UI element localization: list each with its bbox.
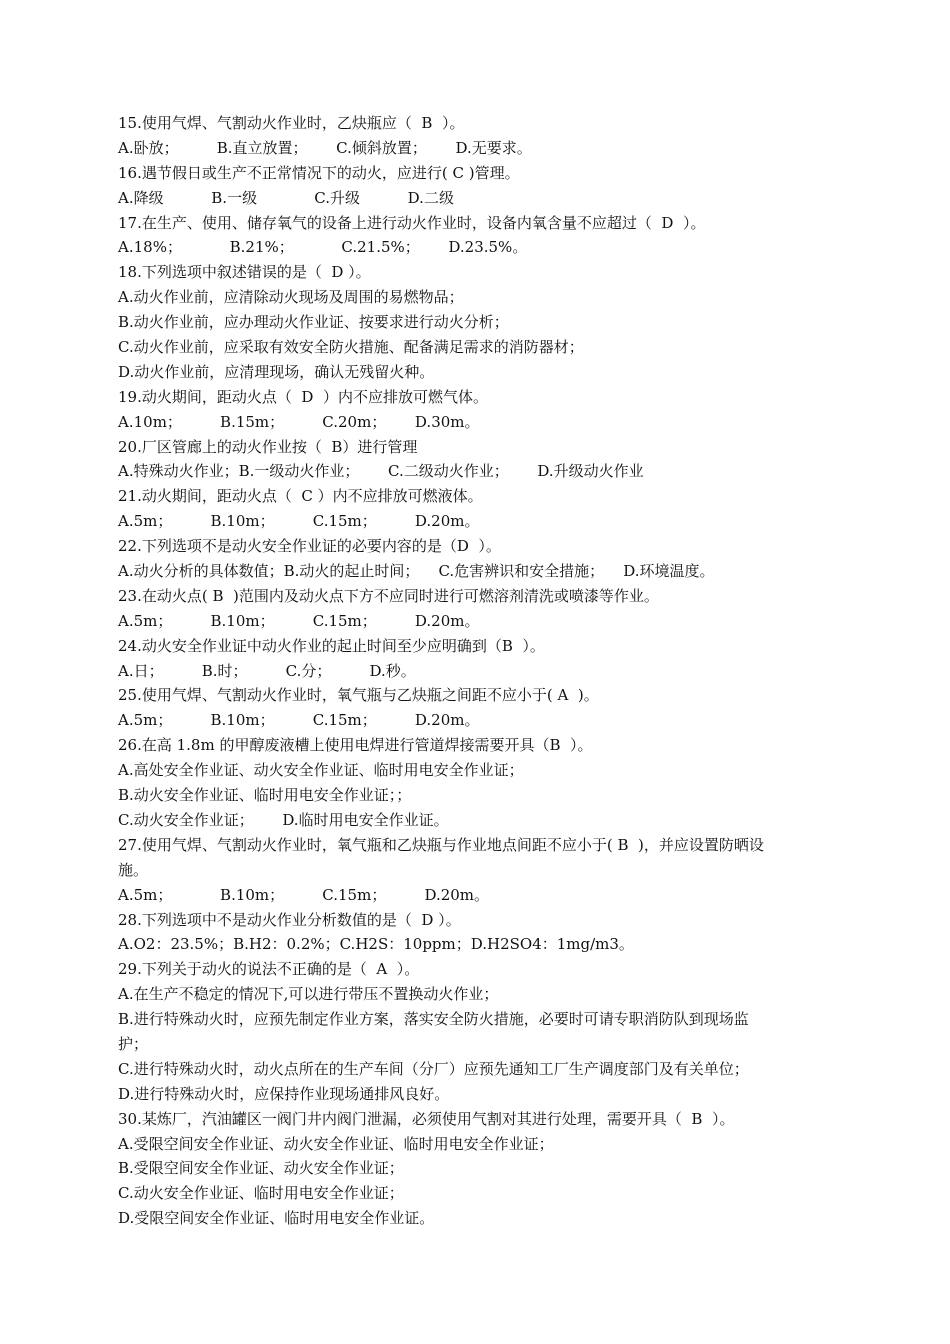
text-line: 28.下列选项中不是动火作业分析数值的是（ D ）。 <box>118 910 461 929</box>
text-line: A.受限空间安全作业证、动火安全作业证、临时用电安全作业证； <box>118 1134 554 1153</box>
text-line: 18.下列选项中叙述错误的是（ D ）。 <box>118 263 371 282</box>
text-line: A.5m； B.10m； C.15m； D.20m。 <box>118 611 480 630</box>
text-line: 22.下列选项不是动火安全作业证的必要内容的是（D ）。 <box>118 537 501 556</box>
text-line: B.动火安全作业证、临时用电安全作业证；； <box>118 786 412 805</box>
text-line: A.在生产不稳定的情况下,可以进行带压不置换动火作业； <box>118 985 499 1004</box>
text-line: C.进行特殊动火时，动火点所在的生产车间（分厂）应预先通知工厂生产调度部门及有关单位； <box>118 1059 749 1078</box>
text-line: A.卧放； B.直立放置； C.倾斜放置； D.无要求。 <box>118 138 532 157</box>
text-line: A.10m； B.15m； C.20m； D.30m。 <box>118 412 480 431</box>
text-line: A.O2：23.5%；B.H2：0.2%；C.H2S：10ppm；D.H2SO4：1mg/m3。 <box>118 935 634 954</box>
text-line: A.高处安全作业证、动火安全作业证、临时用电安全作业证； <box>118 761 524 780</box>
text-line: B.受限空间安全作业证、动火安全作业证； <box>118 1159 404 1178</box>
text-line: D.受限空间安全作业证、临时用电安全作业证。 <box>118 1209 435 1228</box>
document-page <box>118 111 838 1231</box>
text-line: A.5m； B.10m； C.15m； D.20m。 <box>118 885 490 904</box>
text-line: 20.厂区管廊上的动火作业按（ B）进行管理 <box>118 437 418 456</box>
text-line: C.动火安全作业证； D.临时用电安全作业证。 <box>118 810 449 829</box>
text-line: 19.动火期间，距动火点（ D ）内不应排放可燃气体。 <box>118 387 488 406</box>
text-line: 27.使用气焊、气割动火作业时，氧气瓶和乙炔瓶与作业地点间距不应小于( B )，并应设置防晒设 <box>118 835 764 854</box>
text-line: A.动火作业前，应清除动火现场及周围的易燃物品； <box>118 288 464 307</box>
text-line: C.动火作业前，应采取有效安全防火措施、配备满足需求的消防器材； <box>118 338 584 357</box>
text-line: A.5m； B.10m； C.15m； D.20m。 <box>118 512 480 531</box>
text-line: 17.在生产、使用、储存氧气的设备上进行动火作业时，设备内氧含量不应超过（ D ）。 <box>118 213 706 232</box>
text-line: 30.某炼厂，汽油罐区一阀门井内阀门泄漏，必须使用气割对其进行处理，需要开具（ B ）。 <box>118 1109 735 1128</box>
text-line: A.降级 B.一级 C.升级 D.二级 <box>118 188 454 207</box>
text-line: B.动火作业前，应办理动火作业证、按要求进行动火分析； <box>118 313 509 332</box>
text-line: D.进行特殊动火时，应保持作业现场通排风良好。 <box>118 1084 450 1103</box>
text-line: 25.使用气焊、气割动火作业时，氧气瓶与乙炔瓶之间距不应小于( A )。 <box>118 686 599 705</box>
text-line: A.日； B.时； C.分； D.秒。 <box>118 661 416 680</box>
text-line: A.特殊动火作业；B.一级动火作业； C.二级动火作业； D.升级动火作业 <box>118 462 644 481</box>
text-line: 29.下列关于动火的说法不正确的是（ A ）。 <box>118 960 420 979</box>
text-line: 16.遇节假日或生产不正常情况下的动火，应进行( C )管理。 <box>118 163 520 182</box>
text-line: 26.在高 1.8m 的甲醇废液槽上使用电焊进行管道焊接需要开具（B ）。 <box>118 736 593 755</box>
text-line: A.动火分析的具体数值；B.动火的起止时间； C.危害辨识和安全措施； D.环境温度。 <box>118 562 715 581</box>
text-line: A.18%； B.21%； C.21.5%； D.23.5%。 <box>118 238 528 257</box>
text-line: 护； <box>118 1034 149 1053</box>
text-line: 23.在动火点( B )范围内及动火点下方不应同时进行可燃溶剂清洗或喷漆等作业。 <box>118 586 659 605</box>
text-line: 15.使用气焊、气割动火作业时，乙炔瓶应（ B ）。 <box>118 114 465 132</box>
text-line: 施。 <box>118 860 149 879</box>
text-line: C.动火安全作业证、临时用电安全作业证； <box>118 1184 404 1203</box>
text-line: B.进行特殊动火时，应预先制定作业方案，落实安全防火措施，必要时可请专职消防队到现场监 <box>118 1010 749 1029</box>
text-line: D.动火作业前，应清理现场，确认无残留火种。 <box>118 362 435 381</box>
text-line: 24.动火安全作业证中动火作业的起止时间至少应明确到（B ）。 <box>118 636 545 655</box>
text-line: A.5m； B.10m； C.15m； D.20m。 <box>118 711 480 730</box>
text-line: 21.动火期间，距动火点（ C ）内不应排放可燃液体。 <box>118 487 483 506</box>
